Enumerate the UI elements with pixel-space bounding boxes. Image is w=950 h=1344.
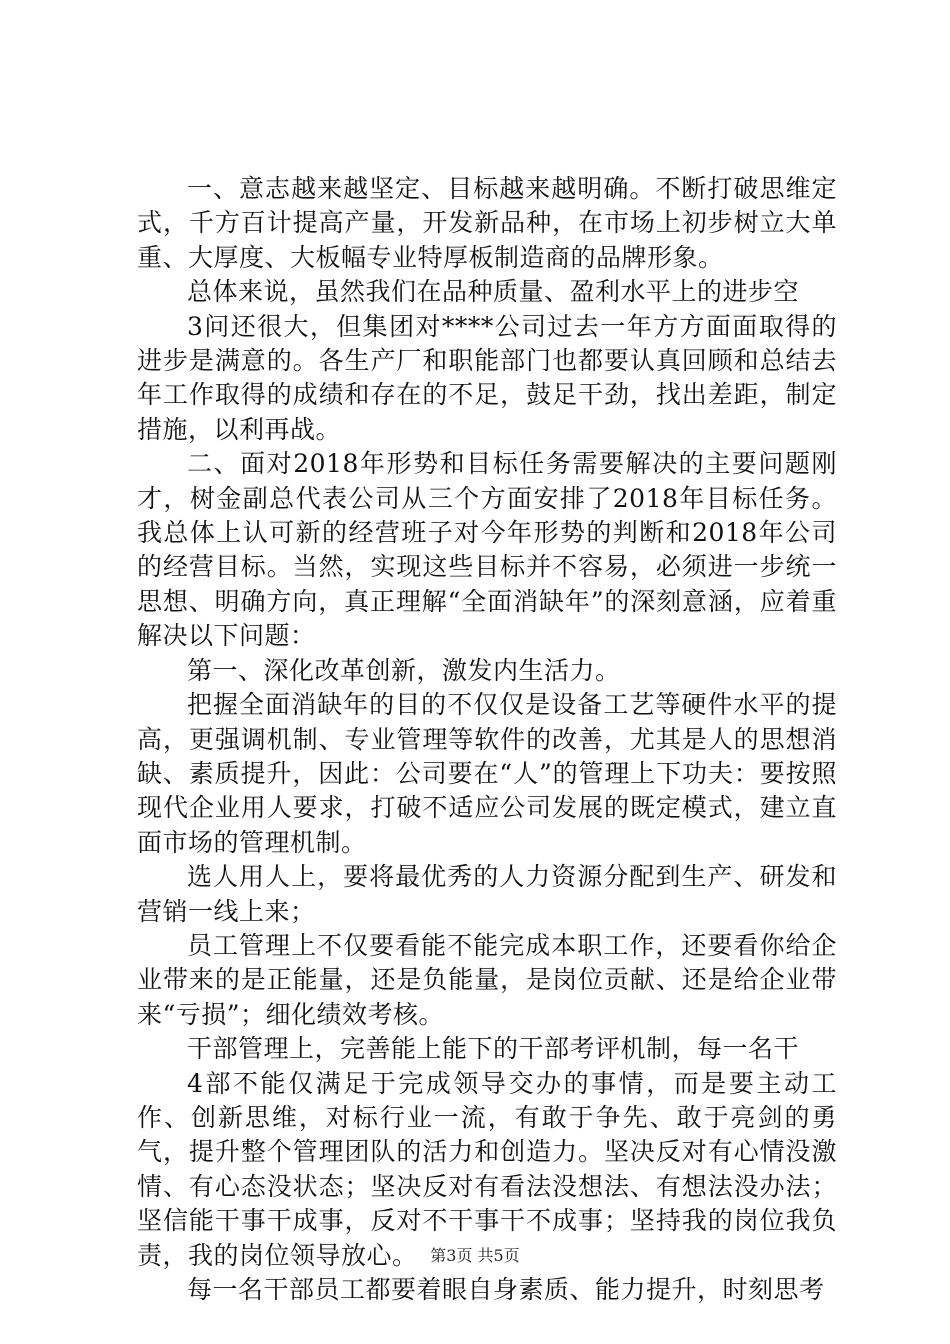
paragraph: 员工管理上不仅要看能不能完成本职工作，还要看你给企业带来的是正能量，还是负能量，是岗位贡献、还是给企业带来“亏损”；细化绩效考核。 <box>137 930 837 1029</box>
paragraph: 总体来说，虽然我们在品种质量、盈利水平上的进步空 <box>187 277 800 307</box>
paragraph: 选人用人上，要将最优秀的人力资源分配到生产、研发和营销一线上来； <box>137 862 837 926</box>
paragraph: 干部管理上，完善能上能下的干部考评机制，每一名干 <box>187 1034 800 1064</box>
paragraph: 把握全面消缺年的目的不仅仅是设备工艺等硬件水平的提高，更强调机制、专业管理等软件的改善，尤其是人的思想消缺、素质提升，因此：公司要在“人”的管理上下功夫：要按照现代企业用人要求，打破不适应公司发展的既定模式，建立直面市场的管理机制。 <box>137 690 837 857</box>
paragraph: 第一、深化改革创新，激发内生活力。 <box>187 655 621 685</box>
paragraph: 二、面对2018年形势和目标任务需要解决的主要问题刚才，树金副总代表公司从三个方面安排了2018年目标任务。我总体上认可新的经营班子对今年形势的判断和2018年公司的经营目标。当然，实现这些目标并不容易，必须进一步统一思想、明确方向，真正理解“全面消缺年”的深刻意涵，应着重解决以下问题： <box>137 449 837 651</box>
paragraph: 4部不能仅满足于完成领导交办的事情，而是要主动工作、创新思维，对标行业一流，有敢于争先、敢于亮剑的勇气，提升整个管理团队的活力和创造力。坚决反对有心情没激情、有心态没状态；坚决反对有看法没想法、有想法没办法；坚信能干事干成事，反对不干事干不成事；坚持我的岗位我负责，我的岗位领导放心。 <box>137 1068 837 1270</box>
paragraph: 3问还很大，但集团对****公司过去一年方方面面取得的进步是满意的。各生产厂和职能部门也都要认真回顾和总结去年工作取得的成绩和存在的不足，鼓足干劲，找出差距，制定措施，以利再战。 <box>137 311 837 444</box>
page-footer: 第3页 共5页 <box>430 1246 520 1265</box>
paragraph: 每一名干部员工都要着眼自身素质、能力提升，时刻思考 <box>187 1275 825 1304</box>
paragraph: 一、意志越来越坚定、目标越来越明确。不断打破思维定式，千方百计提高产量，开发新品种，在市场上初步树立大单重、大厚度、大板幅专业特厚板制造商的品牌形象。 <box>137 174 837 272</box>
document-body <box>137 172 837 1307</box>
